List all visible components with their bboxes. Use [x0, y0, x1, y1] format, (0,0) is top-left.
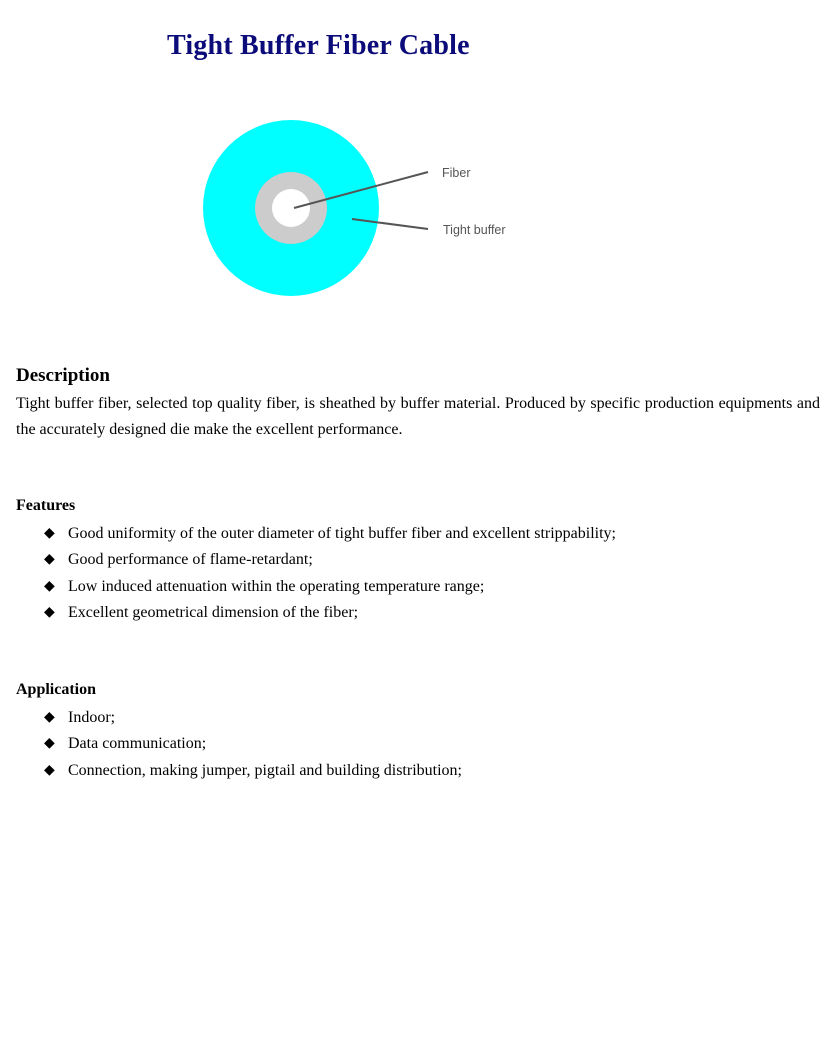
fiber-label: Fiber	[442, 166, 471, 180]
application-item	[44, 705, 462, 731]
description-text: Tight buffer fiber, selected top quality fiber, is sheathed by buffer material. Produced by specific production equipments and the accurately designed die make the excellent performance.	[16, 395, 820, 438]
page-title: Tight Buffer Fiber Cable	[167, 30, 470, 61]
fiber-core	[272, 189, 310, 227]
feature-text: Good uniformity of the outer diameter of tight buffer fiber and excellent strippability;	[68, 525, 616, 543]
description-heading: Description	[16, 365, 110, 386]
feature-text: Excellent geometrical dimension of the fiber;	[68, 604, 359, 622]
feature-item	[44, 521, 616, 547]
cable-cross-section-diagram	[190, 110, 530, 310]
application-text: Indoor;	[68, 709, 116, 727]
tight-buffer-label: Tight buffer	[443, 223, 506, 237]
diamond-bullet-icon: ◆	[44, 736, 55, 752]
diamond-bullet-icon: ◆	[44, 578, 55, 594]
diamond-bullet-icon: ◆	[44, 762, 55, 778]
features-heading: Features	[16, 497, 76, 514]
application-text: Connection, making jumper, pigtail and building distribution;	[68, 761, 462, 779]
features-list	[44, 521, 616, 626]
application-item	[44, 758, 462, 784]
application-text: Data communication;	[68, 735, 207, 753]
diamond-bullet-icon: ◆	[44, 526, 55, 542]
feature-item	[44, 600, 616, 626]
diamond-bullet-icon: ◆	[44, 710, 55, 726]
feature-item	[44, 574, 616, 600]
feature-text: Good performance of flame-retardant;	[68, 551, 313, 569]
diamond-bullet-icon: ◆	[44, 552, 55, 568]
application-item	[44, 731, 462, 757]
diamond-bullet-icon: ◆	[44, 605, 55, 621]
feature-text: Low induced attenuation within the operating temperature range;	[68, 577, 485, 595]
application-heading: Application	[16, 681, 97, 698]
application-list	[44, 705, 462, 784]
feature-item	[44, 547, 616, 573]
